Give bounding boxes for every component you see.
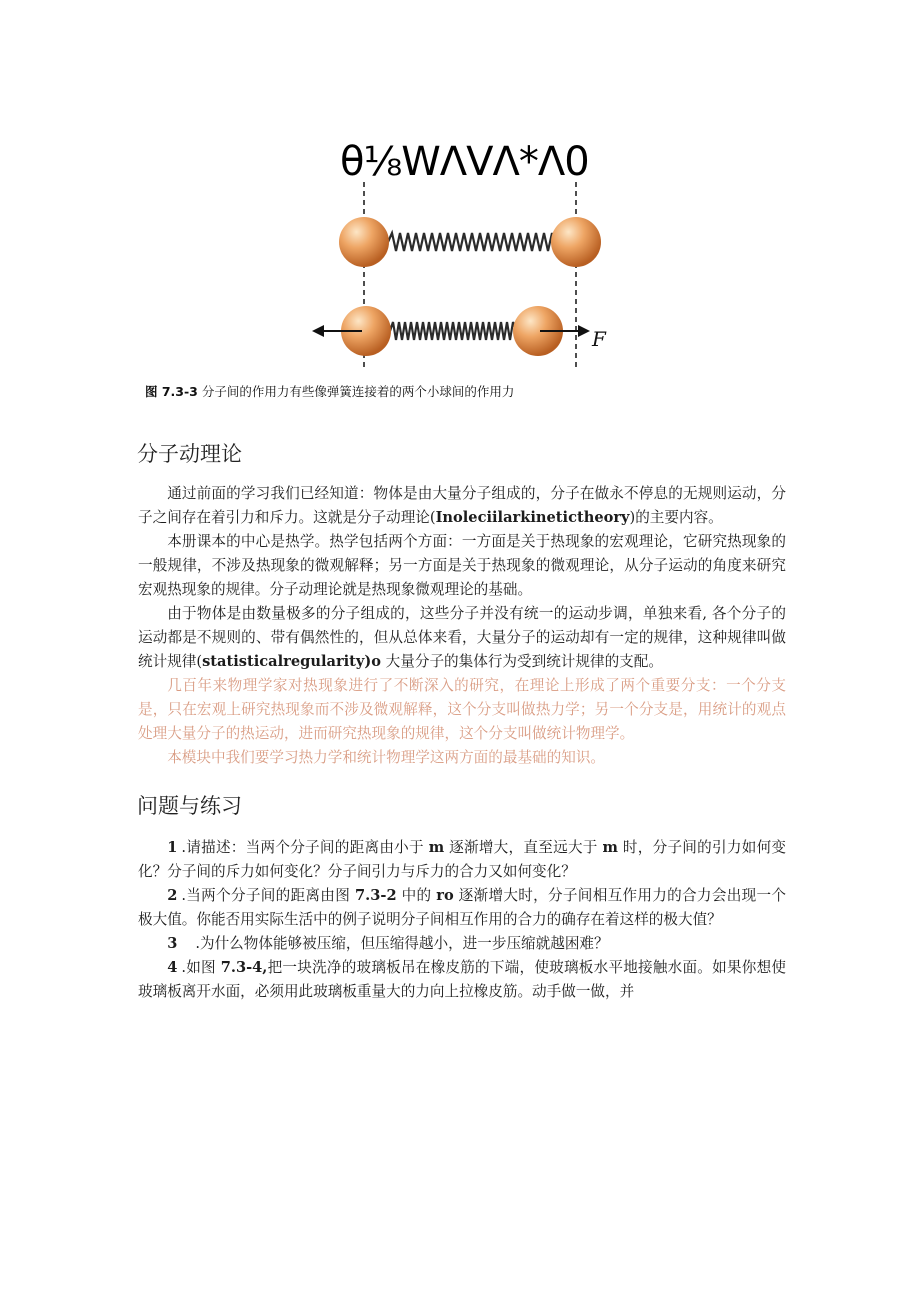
- kinetic-theory-term: Inoleciilarkinetictheory: [435, 509, 630, 526]
- force-label: F: [592, 327, 606, 351]
- figure-caption: [145, 383, 514, 401]
- paragraph-1: 通过前面的学习我们已经知道：物体是由大量分子组成的，分子在做永不停息的无规则运动，分子之间存在着引力和斥力。这就是分子动理论(Inoleciilarkinetictheory)的主要内容。: [138, 485, 786, 526]
- question-3: 3 .为什么物体能够被压缩，但压缩得越小，进一步压缩就越困难？: [167, 935, 609, 952]
- figure-caption-label: 图 7.3-3: [145, 384, 198, 399]
- bottom-spring: [390, 322, 516, 340]
- paragraph-5: 本模块中我们要学习热力学和统计物理学这两方面的最基础的知识。: [167, 749, 606, 766]
- section-kinetic-theory-body: [138, 482, 786, 770]
- spring-balls-figure: [300, 180, 620, 375]
- top-spring: [388, 233, 564, 251]
- paragraph-4: 几百年来物理学家对热现象进行了不断深入的研究，在理论上形成了两个重要分支：一个分支是，只在宏观上研究热现象而不涉及微观解释，这个分支叫做热力学；另一个分支是，用统计的观点处理大量分子的热运动，进而研究热现象的规律，这个分支叫做统计物理学。: [138, 677, 786, 742]
- question-2: 2 .当两个分子间的距离由图 7.3-2 中的 ro 逐渐增大时，分子间相互作用力的合力会出现一个极大值。你能否用实际生活中的例子说明分子间相互作用的合力的确存在着这样的极大值？: [138, 887, 786, 928]
- section-title-exercises: 问题与练习: [137, 794, 242, 818]
- garbled-figure-heading: θ⅛WΛVΛ*Λ0: [340, 139, 589, 185]
- exercises-list: [138, 836, 786, 1004]
- paragraph-2: 本册课本的中心是热学。热学包括两个方面：一方面是关于热现象的宏观理论，它研究热现象的一般规律，不涉及热现象的微观解释；另一方面是关于热现象的微观理论，从分子运动的角度来研究宏观热现象的规律。分子动理论就是热现象微观理论的基础。: [138, 533, 786, 598]
- top-right-ball: [551, 217, 601, 267]
- section-title-kinetic-theory: 分子动理论: [137, 442, 242, 466]
- question-1: 1 .请描述：当两个分子间的距离由小于 m 逐渐增大，直至远大于 m 时，分子间的引力如何变化？分子间的斥力如何变化？分子间引力与斥力的合力又如何变化？: [138, 839, 787, 880]
- top-left-ball: [339, 217, 389, 267]
- question-4: 4 .如图 7.3-4,把一块洗净的玻璃板吊在橡皮筋的下端，使玻璃板水平地接触水面。如果你想使玻璃板离开水面，必须用此玻璃板重量大的力向上拉橡皮筋。动手做一做，并: [138, 959, 786, 1000]
- figure-caption-text: 分子间的作用力有些像弹簧连接着的两个小球间的作用力: [197, 384, 515, 399]
- paragraph-3: 由于物体是由数量极多的分子组成的，这些分子并没有统一的运动步调，单独来看, 各个分子的运动都是不规则的、带有偶然性的，但从总体来看，大量分子的运动却有一定的规律，这种规律叫做统计规律(statisticalregularity)o 大量分子的集体行为受到统计规律的支配。: [138, 605, 786, 670]
- statistical-regularity-term: statisticalregularity)o: [202, 653, 382, 670]
